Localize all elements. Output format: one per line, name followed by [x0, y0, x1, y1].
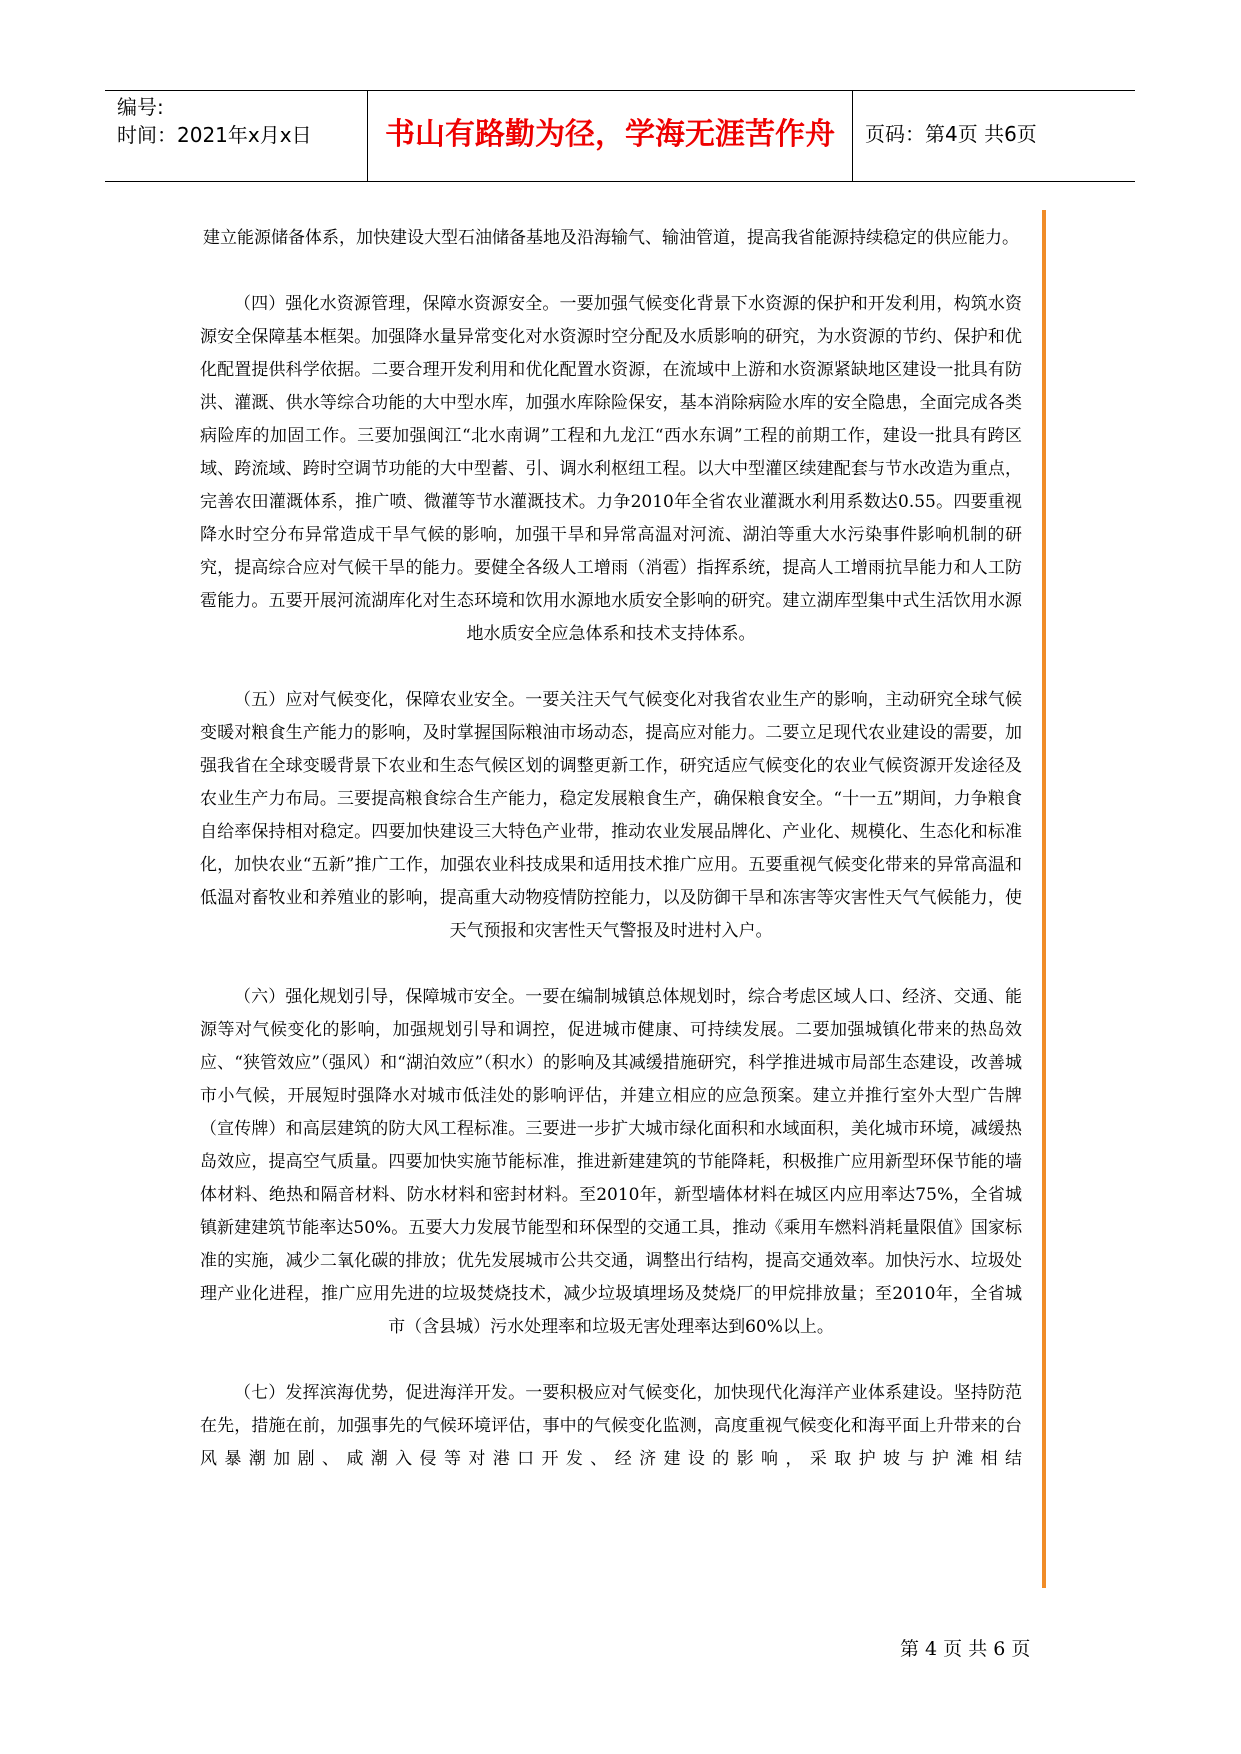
side-accent-rule: [1042, 210, 1046, 1588]
paragraph: （六）强化规划引导，保障城市安全。一要在编制城镇总体规划时，综合考虑区域人口、经济、交通、能源等对气候变化的影响，加强规划引导和调控，促进城市健康、可持续发展。二要加强城镇化带来的热岛效应、“狭管效应”（强风）和“湖泊效应”（积水）的影响及其减缓措施研究，科学推进城市局部生态建设，改善城市小气候，开展短时强降水对城市低洼处的影响评估，并建立相应的应急预案。建立并推行室外大型广告牌（宣传牌）和高层建筑的防大风工程标准。三要进一步扩大城市绿化面积和水域面积，美化城市环境，减缓热岛效应，提高空气质量。四要加快实施节能标准，推进新建建筑的节能降耗，积极推广应用新型环保节能的墙体材料、绝热和隔音材料、防水材料和密封材料。至2010年，新型墙体材料在城区内应用率达75%，全省城镇新建建筑节能率达50%。五要大力发展节能型和环保型的交通工具，推动《乘用车燃料消耗量限值》国家标准的实施，减少二氧化碳的排放；优先发展城市公共交通，调整出行结构，提高交通效率。加快污水、垃圾处理产业化进程，推广应用先进的垃圾焚烧技术，减少垃圾填埋场及焚烧厂的甲烷排放量；至2010年，全省城市（含县城）污水处理率和垃圾无害处理率达到60%以上。: [200, 987, 1022, 1337]
header-meta: [117, 93, 367, 149]
header-divider: [852, 91, 853, 181]
paragraph: 建立能源储备体系，加快建设大型石油储备基地及沿海输气、输油管道，提高我省能源持续稳定的供应能力。: [203, 228, 1019, 248]
header-page-code: 页码：第4页 共6页: [865, 122, 1037, 146]
paragraph: （七）发挥滨海优势，促进海洋开发。一要积极应对气候变化，加快现代化海洋产业体系建设。坚持防范在先，措施在前，加强事先的气候环境评估，事中的气候变化监测，高度重视气候变化和海平面上升带来的台风暴潮加剧、咸潮入侵等对港口开发、经济建设的影响，采取护坡与护滩相结: [200, 1383, 1022, 1469]
page-header: [105, 90, 1135, 182]
document-body: [200, 222, 1022, 1476]
document-time-label: 时间：2021年x月x日: [117, 123, 312, 147]
document-number-label: 编号:: [117, 95, 164, 119]
paragraph: （四）强化水资源管理，保障水资源安全。一要加强气候变化背景下水资源的保护和开发利用，构筑水资源安全保障基本框架。加强降水量异常变化对水资源时空分配及水质影响的研究，为水资源的节约、保护和优化配置提供科学依据。二要合理开发利用和优化配置水资源，在流域中上游和水资源紧缺地区建设一批具有防洪、灌溉、供水等综合功能的大中型水库，加强水库除险保安，基本消除病险水库的安全隐患，全面完成各类病险库的加固工作。三要加强闽江“北水南调”工程和九龙江“西水东调”工程的前期工作，建设一批具有跨区域、跨流域、跨时空调节功能的大中型蓄、引、调水利枢纽工程。以大中型灌区续建配套与节水改造为重点，完善农田灌溉体系，推广喷、微灌等节水灌溉技术。力争2010年全省农业灌溉水利用系数达0.55。四要重视降水时空分布异常造成干旱气候的影响，加强干旱和异常高温对河流、湖泊等重大水污染事件影响机制的研究，提高综合应对气候干旱的能力。要健全各级人工增雨（消雹）指挥系统，提高人工增雨抗旱能力和人工防雹能力。五要开展河流湖库化对生态环境和饮用水源地水质安全影响的研究。建立湖库型集中式生活饮用水源地水质安全应急体系和技术支持体系。: [200, 294, 1022, 644]
page-footer: 第 4 页 共 6 页: [900, 1638, 1031, 1660]
header-motto: 书山有路勤为径，学海无涯苦作舟: [385, 117, 835, 152]
paragraph: （五）应对气候变化，保障农业安全。一要关注天气气候变化对我省农业生产的影响，主动研究全球气候变暖对粮食生产能力的影响，及时掌握国际粮油市场动态，提高应对能力。二要立足现代农业建设的需要，加强我省在全球变暖背景下农业和生态气候区划的调整更新工作，研究适应气候变化的农业气候资源开发途径及农业生产力布局。三要提高粮食综合生产能力，稳定发展粮食生产，确保粮食安全。“十一五”期间，力争粮食自给率保持相对稳定。四要加快建设三大特色产业带，推动农业发展品牌化、产业化、规模化、生态化和标准化，加快农业“五新”推广工作，加强农业科技成果和适用技术推广应用。五要重视气候变化带来的异常高温和低温对畜牧业和养殖业的影响，提高重大动物疫情防控能力，以及防御干旱和冻害等灾害性天气气候能力，使天气预报和灾害性天气警报及时进村入户。: [200, 690, 1022, 941]
